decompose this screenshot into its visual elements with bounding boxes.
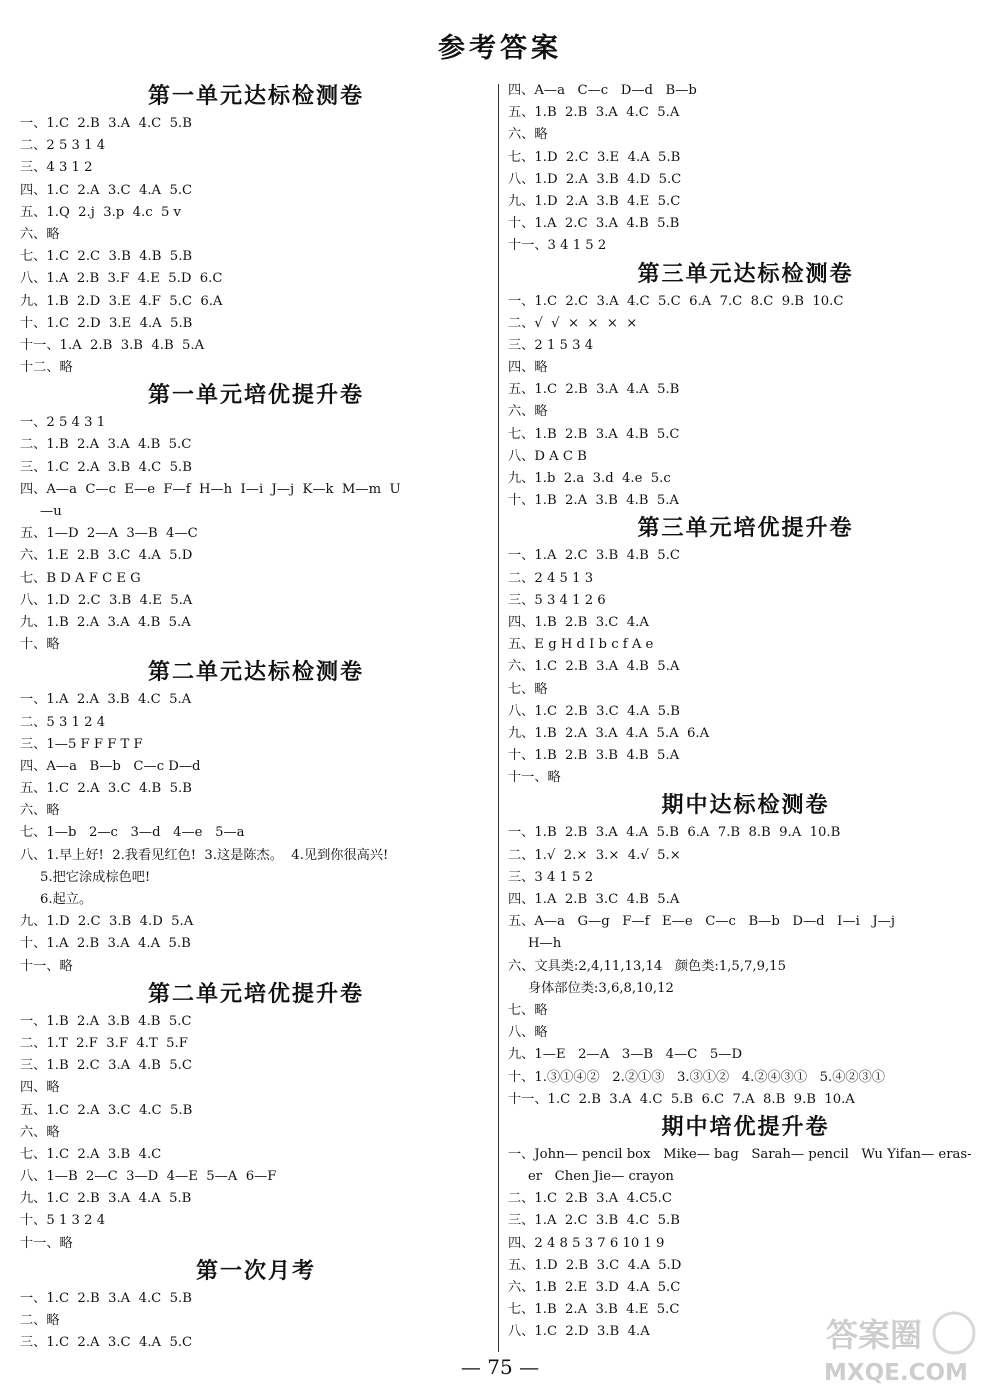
answer-section (508, 258, 983, 513)
answer-line: 七、1—b 2—c 3—d 4—e 5—a (20, 825, 245, 841)
answer-line: 八、1—B 2—C 3—D 4—E 5—A 6—F (20, 1169, 277, 1185)
answer-section (20, 1255, 492, 1355)
answer-line: 一、1.B 2.A 3.B 4.B 5.C (20, 1013, 192, 1029)
answer-section (508, 512, 983, 789)
answer-line: 九、1.b 2.a 3.d 4.e 5.c (508, 471, 671, 486)
answer-line: 七、1.D 2.C 3.E 4.A 5.B (508, 149, 681, 165)
answer-line: 二、5 3 1 2 4 (20, 714, 106, 730)
answer-line: 十二、略 (20, 360, 73, 376)
section-title: 第一单元培优提升卷 (147, 383, 364, 409)
answer-line: 四、略 (20, 1080, 60, 1096)
answer-line: 十、1.A 2.C 3.A 4.B 5.B (508, 216, 680, 232)
answer-line: 十一、略 (20, 958, 73, 974)
answer-line: 十一、3 4 1 5 2 (508, 238, 607, 254)
answer-line: 十一、略 (508, 770, 561, 786)
answer-line: 八、1.D 2.A 3.B 4.D 5.C (508, 171, 682, 187)
section-title: 期中达标检测卷 (661, 793, 830, 819)
answer-line: 三、1.C 2.A 3.B 4.C 5.B (20, 459, 192, 475)
answer-line: 七、B D A F C E G (20, 570, 141, 586)
answer-line: 九、1.C 2.B 3.A 4.A 5.B (20, 1191, 192, 1207)
answer-line: 四、A—a C—c E—e F—f H—h I—i J—j K—k M—m U (20, 481, 401, 497)
answer-line: 三、3 4 1 5 2 (508, 869, 594, 885)
answer-line: 五、E g H d I b c f A e (508, 637, 654, 653)
answer-line: 八、1.早上好! 2.我看见红色! 3.这是陈杰。 4.见到你很高兴! (20, 847, 389, 863)
answer-line: 五、1.C 2.A 3.C 4.C 5.B (20, 1102, 193, 1118)
answer-line: 三、4 3 1 2 (20, 160, 93, 176)
answer-line: 五、1.Q 2.j 3.p 4.c 5 v (20, 204, 181, 220)
answer-line: 十、1.C 2.D 3.E 4.A 5.B (20, 315, 193, 331)
answer-line: 一、1.A 2.A 3.B 4.C 5.A (20, 692, 192, 708)
answer-line: 八、1.D 2.C 3.B 4.E 5.A (20, 592, 193, 608)
section-title: 期中培优提升卷 (661, 1114, 830, 1140)
answer-line: 七、1.B 2.A 3.B 4.E 5.C (508, 1302, 680, 1318)
page-number: — 75 — (460, 1355, 540, 1379)
answer-section (20, 978, 492, 1255)
answer-line: 六、略 (20, 803, 60, 819)
answer-line: 九、1.B 2.D 3.E 4.F 5.C 6.A (20, 293, 223, 309)
answer-line: 身体部位类:3,6,8,10,12 (528, 980, 674, 996)
answer-line: 一、1.C 2.B 3.A 4.C 5.B (20, 116, 192, 131)
answer-line: 五、1.C 2.A 3.C 4.B 5.B (20, 781, 192, 797)
answer-line: 一、2 5 4 3 1 (20, 415, 106, 431)
answer-line: 六、略 (508, 127, 548, 143)
answer-line: 十、略 (20, 637, 60, 653)
answer-line: 二、2 4 5 1 3 (508, 570, 594, 586)
answer-line: 5.把它涂成棕色吧! (40, 869, 151, 885)
answer-line: 九、1.B 2.A 3.A 4.B 5.A (20, 614, 191, 630)
answer-line: 一、1.C 2.B 3.A 4.C 5.B (20, 1290, 192, 1306)
right-column (508, 80, 983, 1344)
section-title: 第一单元达标检测卷 (147, 84, 364, 109)
answer-line: 九、1.B 2.A 3.A 4.A 5.A 6.A (508, 725, 710, 741)
answer-line: 五、1.D 2.B 3.C 4.A 5.D (508, 1257, 682, 1273)
answer-line: 八、1.C 2.D 3.B 4.A (508, 1324, 650, 1340)
answer-line: 一、1.B 2.B 3.A 4.A 5.B 6.A 7.B 8.B 9.A 10.B (508, 825, 841, 841)
answer-line: 七、1.C 2.A 3.B 4.C (20, 1146, 162, 1162)
answer-line: 一、1.A 2.C 3.B 4.B 5.C (508, 548, 680, 564)
answer-line: 九、1.D 2.A 3.B 4.E 5.C (508, 193, 681, 209)
answer-section (508, 80, 983, 258)
answer-line: 六、文具类:2,4,11,13,14 颜色类:1,5,7,9,15 (508, 958, 786, 974)
answer-line: 四、1.C 2.A 3.C 4.A 5.C (20, 182, 193, 198)
answer-section (508, 789, 983, 1110)
section-title: 第三单元达标检测卷 (637, 261, 854, 287)
answer-line: 二、√ √ × × × × (508, 315, 638, 331)
answer-line: 六、略 (508, 404, 548, 420)
answer-section (20, 80, 492, 379)
answer-line: 三、2 1 5 3 4 (508, 337, 594, 353)
answer-line: 二、1.√ 2.× 3.× 4.√ 5.× (508, 847, 681, 863)
column-divider (498, 84, 499, 1352)
answer-line: 五、1—D 2—A 3—B 4—C (20, 526, 198, 542)
answer-line: 九、1—E 2—A 3—B 4—C 5—D (508, 1047, 743, 1063)
answer-line: 九、1.D 2.C 3.B 4.D 5.A (20, 914, 194, 930)
watermark-logo (818, 1310, 993, 1390)
answer-section (20, 656, 492, 977)
answer-line: 四、2 4 8 5 3 7 6 10 1 9 (508, 1235, 665, 1251)
answer-line: 十、1.A 2.B 3.A 4.A 5.B (20, 936, 191, 952)
answer-line: H—h (528, 936, 562, 952)
answer-line: 四、A—a C—c D—d B—b (508, 83, 697, 98)
section-title: 第二单元达标检测卷 (147, 660, 364, 686)
answer-line: 十一、1.A 2.B 3.B 4.B 5.A (20, 337, 205, 353)
answer-line: 五、A—a G—g F—f E—e C—c B—b D—d I—i J—j (508, 914, 895, 930)
answer-line: 二、略 (20, 1313, 60, 1328)
answer-line: 六、略 (20, 226, 60, 242)
answer-line: 八、1.C 2.B 3.C 4.A 5.B (508, 703, 680, 719)
answer-line: 六、1.C 2.B 3.A 4.B 5.A (508, 659, 680, 675)
answer-line: 一、John— pencil box Mike— bag Sarah— pencil Wu Yifan— eras- (508, 1146, 972, 1162)
answer-line: 六、1.B 2.E 3.D 4.A 5.C (508, 1280, 681, 1295)
left-column (20, 80, 492, 1354)
answer-line: 十、1.③①④② 2.②①③ 3.③①② 4.②④③① 5.④②③① (508, 1069, 885, 1085)
answer-line: 八、略 (508, 1025, 548, 1041)
answer-line: 三、5 3 4 1 2 6 (508, 592, 606, 608)
answer-line: 三、1.C 2.A 3.C 4.A 5.C (20, 1335, 193, 1351)
section-title: 第一次月考 (195, 1258, 316, 1284)
answer-line: 五、1.B 2.B 3.A 4.C 5.A (508, 105, 680, 121)
watermark-top-text: 答案圈 (826, 1316, 923, 1354)
answer-line: 二、1.B 2.A 3.A 4.B 5.C (20, 437, 192, 453)
answer-line: —u (40, 504, 62, 519)
answer-line: 七、1.C 2.C 3.B 4.B 5.B (20, 249, 193, 265)
answer-line: 六、1.E 2.B 3.C 4.A 5.D (20, 548, 193, 564)
answer-line: 四、A—a B—b C—c D—d (20, 758, 201, 774)
answer-line: 八、D A C B (508, 448, 587, 464)
answer-line: 八、1.A 2.B 3.F 4.E 5.D 6.C (20, 271, 223, 287)
section-title: 第三单元培优提升卷 (637, 516, 854, 542)
answer-line: 十、1.B 2.B 3.B 4.B 5.A (508, 748, 680, 764)
answer-line: 十一、1.C 2.B 3.A 4.C 5.B 6.C 7.A 8.B 9.B 10.A (508, 1091, 855, 1107)
answer-line: 十、5 1 3 2 4 (20, 1213, 106, 1229)
watermark-bottom-text: MXQE.COM (824, 1360, 968, 1386)
answer-line: 三、1—5 F F F T F (20, 736, 143, 752)
section-title: 第二单元培优提升卷 (147, 981, 364, 1007)
answer-line: 十、1.B 2.A 3.B 4.B 5.A (508, 493, 679, 509)
answer-line: 六、略 (20, 1124, 60, 1140)
answer-line: 五、1.C 2.B 3.A 4.A 5.B (508, 382, 680, 398)
answer-line: 三、1.A 2.C 3.B 4.C 5.B (508, 1213, 680, 1229)
answer-line: er Chen Jie— crayon (528, 1169, 674, 1185)
answer-line: 七、略 (508, 681, 548, 697)
answer-line: 6.起立。 (40, 892, 93, 907)
page-title: 参考答案 (438, 33, 562, 64)
answer-section (20, 379, 492, 656)
answer-line: 三、1.B 2.C 3.A 4.B 5.C (20, 1058, 192, 1074)
answer-line: 七、1.B 2.B 3.A 4.B 5.C (508, 426, 680, 442)
answer-line: 二、1.T 2.F 3.F 4.T 5.F (20, 1035, 188, 1051)
answer-line: 四、1.A 2.B 3.C 4.B 5.A (508, 892, 680, 907)
answer-line: 二、1.C 2.B 3.A 4.C5.C (508, 1191, 672, 1207)
answer-line: 一、1.C 2.C 3.A 4.C 5.C 6.A 7.C 8.C 9.B 10.C (508, 293, 844, 309)
answer-line: 四、略 (508, 360, 548, 376)
answer-line: 二、2 5 3 1 4 (20, 138, 106, 154)
answer-line: 四、1.B 2.B 3.C 4.A (508, 614, 649, 630)
answer-line: 七、略 (508, 1002, 548, 1018)
answer-line: 十一、略 (20, 1235, 73, 1251)
answer-section (508, 1111, 983, 1344)
watermark-circle (934, 1313, 974, 1353)
